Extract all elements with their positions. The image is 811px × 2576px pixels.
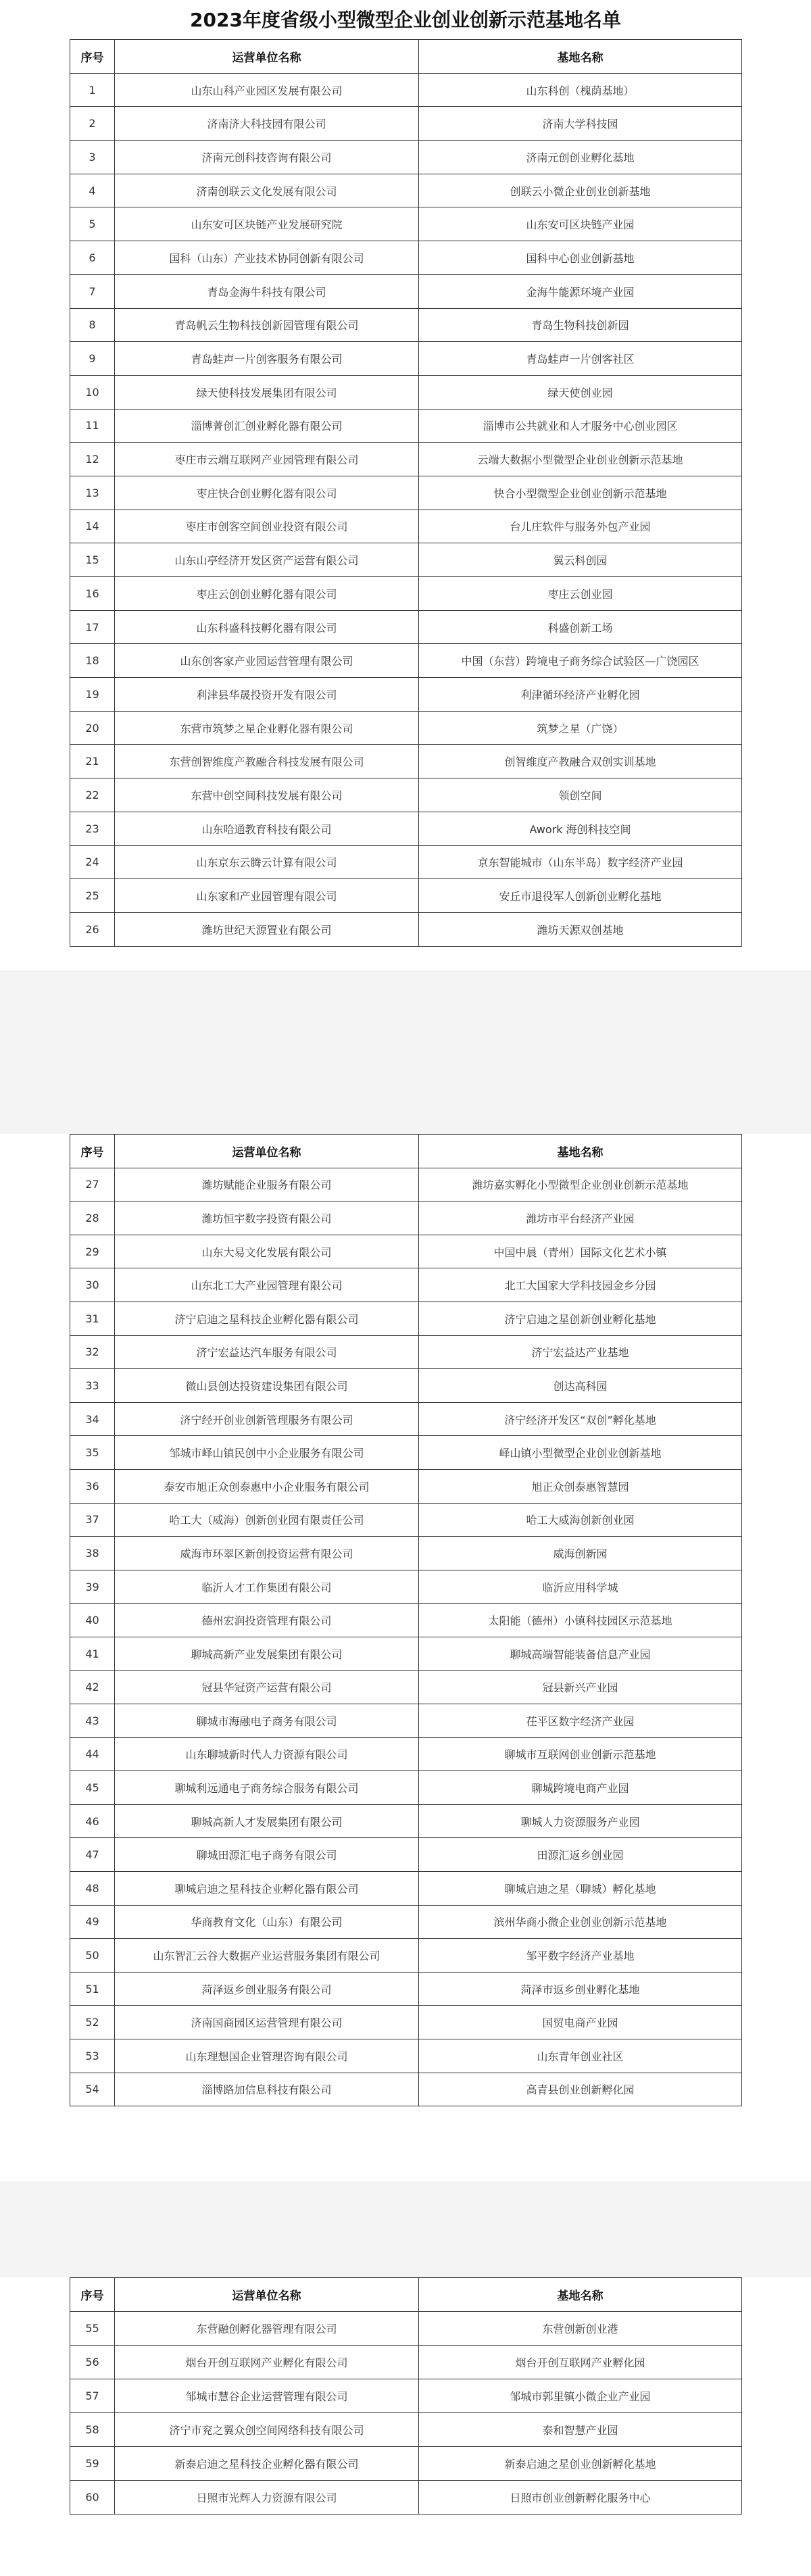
cell-no: 54	[70, 2073, 115, 2106]
table-row	[70, 1537, 742, 1570]
cell-base: 潍坊嘉实孵化小型微型企业创业创新示范基地	[419, 1168, 742, 1202]
table-row	[70, 1570, 742, 1604]
cell-operator: 枣庄市创客空间创业投资有限公司	[115, 510, 419, 543]
table-row	[70, 1302, 742, 1335]
cell-operator: 泰安市旭正众创泰惠中小企业服务有限公司	[115, 1469, 419, 1503]
cell-base: 北工大国家大学科技园金乡分园	[419, 1268, 742, 1302]
cell-operator: 枣庄快合创业孵化器有限公司	[115, 476, 419, 510]
cell-base: 聊城市互联网创业创新示范基地	[419, 1737, 742, 1771]
table-row	[70, 2346, 742, 2379]
cell-operator: 青岛帆云生物科技创新园管理有限公司	[115, 308, 419, 342]
cell-operator: 济南创联云文化发展有限公司	[115, 174, 419, 207]
cell-base: 筑梦之星（广饶）	[419, 711, 742, 745]
cell-base: 滨州华商小微企业创业创新示范基地	[419, 1905, 742, 1939]
cell-base: 潍坊市平台经济产业园	[419, 1202, 742, 1235]
header-no: 序号	[70, 1135, 115, 1168]
cell-base: 邹城市郭里镇小微企业产业园	[419, 2379, 742, 2413]
cell-base: 新泰启迪之星创业创新孵化基地	[419, 2447, 742, 2481]
table-section	[70, 39, 741, 947]
cell-operator: 山东科盛科技孵化器有限公司	[115, 610, 419, 644]
table-row	[70, 1369, 742, 1403]
table-row	[70, 778, 742, 812]
cell-operator: 绿天使科技发展集团有限公司	[115, 375, 419, 409]
cell-no: 25	[70, 879, 115, 913]
cell-operator: 东营融创孵化器管理有限公司	[115, 2312, 419, 2346]
cell-no: 36	[70, 1469, 115, 1503]
cell-base: Awork 海创科技空间	[419, 812, 742, 845]
table-row	[70, 2039, 742, 2073]
cell-no: 37	[70, 1503, 115, 1537]
cell-operator: 聊城高新人才发展集团有限公司	[115, 1804, 419, 1838]
table-row	[70, 375, 742, 409]
cell-base: 绿天使创业园	[419, 375, 742, 409]
cell-base: 中国中晨（青州）国际文化艺术小镇	[419, 1235, 742, 1268]
cell-no: 20	[70, 711, 115, 745]
cell-operator: 利津县华晟投资开发有限公司	[115, 678, 419, 712]
cell-no: 31	[70, 1302, 115, 1335]
cell-operator: 山东安可区块链产业发展研究院	[115, 207, 419, 241]
cell-no: 34	[70, 1402, 115, 1436]
cell-operator: 邹城市慧谷企业运营管理有限公司	[115, 2379, 419, 2413]
table-row	[70, 1939, 742, 1973]
table-row	[70, 543, 742, 577]
cell-base: 峄山镇小型微型企业创业创新基地	[419, 1436, 742, 1470]
cell-operator: 济宁宏益达汽车服务有限公司	[115, 1335, 419, 1369]
cell-operator: 济南国商园区运营管理有限公司	[115, 2006, 419, 2039]
table-row	[70, 1771, 742, 1805]
cell-operator: 聊城利远通电子商务综合服务有限公司	[115, 1771, 419, 1805]
table-row	[70, 1972, 742, 2006]
cell-base: 济南大学科技园	[419, 107, 742, 141]
cell-operator: 日照市光辉人力资源有限公司	[115, 2481, 419, 2515]
cell-no: 2	[70, 107, 115, 141]
cell-operator: 枣庄市云端互联网产业园管理有限公司	[115, 443, 419, 476]
cell-no: 44	[70, 1737, 115, 1771]
table-row	[70, 241, 742, 275]
cell-base: 台儿庄软件与服务外包产业园	[419, 510, 742, 543]
cell-base: 淄博市公共就业和人才服务中心创业园区	[419, 409, 742, 443]
cell-operator: 淄博菁创汇创业孵化器有限公司	[115, 409, 419, 443]
cell-no: 47	[70, 1838, 115, 1872]
table-row	[70, 510, 742, 543]
cell-base: 国贸电商产业园	[419, 2006, 742, 2039]
table-header-row	[70, 40, 742, 74]
cell-no: 12	[70, 443, 115, 476]
cell-operator: 山东山科产业园区发展有限公司	[115, 73, 419, 107]
table-row	[70, 2447, 742, 2481]
cell-no: 52	[70, 2006, 115, 2039]
cell-base: 山东科创（槐荫基地）	[419, 73, 742, 107]
table-row	[70, 912, 742, 946]
cell-no: 5	[70, 207, 115, 241]
cell-base: 泰和智慧产业园	[419, 2413, 742, 2447]
table-row	[70, 409, 742, 443]
cell-operator: 微山县创达投资建设集团有限公司	[115, 1369, 419, 1403]
table-row	[70, 1168, 742, 1202]
cell-operator: 东营市筑梦之星企业孵化器有限公司	[115, 711, 419, 745]
cell-operator: 聊城市海融电子商务有限公司	[115, 1704, 419, 1738]
cell-no: 53	[70, 2039, 115, 2073]
cell-operator: 菏泽返乡创业服务有限公司	[115, 1972, 419, 2006]
cell-operator: 聊城高新产业发展集团有限公司	[115, 1637, 419, 1670]
cell-operator: 枣庄云创创业孵化器有限公司	[115, 577, 419, 611]
cell-no: 7	[70, 274, 115, 308]
table-row	[70, 1872, 742, 1906]
cell-no: 4	[70, 174, 115, 207]
table-row	[70, 2073, 742, 2106]
cell-operator: 济宁经开创业创新管理服务有限公司	[115, 1402, 419, 1436]
cell-operator: 山东家和产业园管理有限公司	[115, 879, 419, 913]
table-row	[70, 443, 742, 476]
cell-operator: 济南元创科技咨询有限公司	[115, 141, 419, 174]
cell-operator: 山东聊城新时代人力资源有限公司	[115, 1737, 419, 1771]
cell-operator: 哈工大（威海）创新创业园有限责任公司	[115, 1503, 419, 1537]
base-list-table	[70, 2277, 742, 2515]
cell-no: 55	[70, 2312, 115, 2346]
cell-base: 哈工大威海创新创业园	[419, 1503, 742, 1537]
cell-base: 创达高科园	[419, 1369, 742, 1403]
table-row	[70, 1202, 742, 1235]
table-row	[70, 207, 742, 241]
header-base: 基地名称	[419, 2278, 742, 2312]
cell-no: 57	[70, 2379, 115, 2413]
cell-operator: 青岛蛙声一片创客服务有限公司	[115, 342, 419, 376]
page-gap	[0, 970, 811, 1134]
cell-base: 安丘市退役军人创新创业孵化基地	[419, 879, 742, 913]
cell-operator: 济宁市兖之翼众创空间网络科技有限公司	[115, 2413, 419, 2447]
cell-operator: 冠县华冠资产运营有限公司	[115, 1670, 419, 1704]
cell-base: 领创空间	[419, 778, 742, 812]
header-no: 序号	[70, 40, 115, 74]
table-row	[70, 174, 742, 207]
table-row	[70, 2481, 742, 2515]
cell-base: 济宁经济开发区“双创”孵化基地	[419, 1402, 742, 1436]
table-row	[70, 577, 742, 611]
cell-no: 16	[70, 577, 115, 611]
table-row	[70, 1704, 742, 1738]
cell-no: 50	[70, 1939, 115, 1973]
page-title: 2023年度省级小型微型企业创业创新示范基地名单	[190, 9, 621, 31]
cell-no: 45	[70, 1771, 115, 1805]
table-row	[70, 1235, 742, 1268]
table-row	[70, 1436, 742, 1470]
cell-no: 32	[70, 1335, 115, 1369]
cell-no: 23	[70, 812, 115, 845]
cell-base: 冠县新兴产业园	[419, 1670, 742, 1704]
cell-base: 云端大数据小型微型企业创业创新示范基地	[419, 443, 742, 476]
cell-base: 翼云科创园	[419, 543, 742, 577]
cell-no: 1	[70, 73, 115, 107]
cell-base: 京东智能城市（山东半岛）数字经济产业园	[419, 845, 742, 879]
cell-no: 60	[70, 2481, 115, 2515]
table-section	[70, 2277, 741, 2515]
table-row	[70, 678, 742, 712]
page-gap	[0, 2181, 811, 2277]
cell-no: 51	[70, 1972, 115, 2006]
cell-no: 11	[70, 409, 115, 443]
table-row	[70, 1637, 742, 1670]
table-row	[70, 73, 742, 107]
cell-operator: 山东智汇云谷大数据产业运营服务集团有限公司	[115, 1939, 419, 1973]
cell-operator: 华商教育文化（山东）有限公司	[115, 1905, 419, 1939]
cell-no: 59	[70, 2447, 115, 2481]
cell-base: 菏泽市返乡创业孵化基地	[419, 1972, 742, 2006]
table-row	[70, 308, 742, 342]
table-row	[70, 1905, 742, 1939]
table-header-row	[70, 2278, 742, 2312]
header-operator: 运营单位名称	[115, 2278, 419, 2312]
base-list-table	[70, 1134, 742, 2106]
cell-no: 41	[70, 1637, 115, 1670]
cell-base: 聊城启迪之星（聊城）孵化基地	[419, 1872, 742, 1906]
table-row	[70, 812, 742, 845]
cell-no: 24	[70, 845, 115, 879]
cell-base: 威海创新园	[419, 1537, 742, 1570]
header-operator: 运营单位名称	[115, 40, 419, 74]
cell-no: 8	[70, 308, 115, 342]
table-row	[70, 1670, 742, 1704]
cell-operator: 山东山亭经济开发区资产运营有限公司	[115, 543, 419, 577]
cell-no: 33	[70, 1369, 115, 1403]
cell-base: 旭正众创泰惠智慧园	[419, 1469, 742, 1503]
table-row	[70, 1804, 742, 1838]
cell-no: 48	[70, 1872, 115, 1906]
cell-no: 56	[70, 2346, 115, 2379]
table-row	[70, 1469, 742, 1503]
cell-base: 济宁启迪之星创新创业孵化基地	[419, 1302, 742, 1335]
cell-no: 49	[70, 1905, 115, 1939]
header-no: 序号	[70, 2278, 115, 2312]
header-operator: 运营单位名称	[115, 1135, 419, 1168]
cell-base: 创联云小微企业创业创新基地	[419, 174, 742, 207]
cell-base: 科盛创新工场	[419, 610, 742, 644]
cell-base: 田源汇返乡创业园	[419, 1838, 742, 1872]
cell-no: 15	[70, 543, 115, 577]
cell-no: 26	[70, 912, 115, 946]
cell-operator: 国科（山东）产业技术协同创新有限公司	[115, 241, 419, 275]
table-row	[70, 644, 742, 678]
cell-base: 利津循环经济产业孵化园	[419, 678, 742, 712]
cell-no: 39	[70, 1570, 115, 1604]
table-row	[70, 845, 742, 879]
table-row	[70, 274, 742, 308]
cell-no: 17	[70, 610, 115, 644]
cell-base: 创智维度产教融合双创实训基地	[419, 745, 742, 778]
cell-no: 29	[70, 1235, 115, 1268]
cell-no: 30	[70, 1268, 115, 1302]
cell-operator: 邹城市峄山镇民创中小企业服务有限公司	[115, 1436, 419, 1470]
cell-base: 青岛蛙声一片创客社区	[419, 342, 742, 376]
cell-no: 40	[70, 1604, 115, 1637]
header-base: 基地名称	[419, 40, 742, 74]
cell-operator: 山东大易文化发展有限公司	[115, 1235, 419, 1268]
table-row	[70, 2312, 742, 2346]
table-row	[70, 711, 742, 745]
cell-no: 27	[70, 1168, 115, 1202]
cell-no: 58	[70, 2413, 115, 2447]
cell-operator: 烟台开创互联网产业孵化有限公司	[115, 2346, 419, 2379]
cell-operator: 山东哈通教育科技有限公司	[115, 812, 419, 845]
cell-no: 19	[70, 678, 115, 712]
cell-operator: 东营创智维度产教融合科技发展有限公司	[115, 745, 419, 778]
cell-base: 中国（东营）跨境电子商务综合试验区—广饶园区	[419, 644, 742, 678]
cell-operator: 临沂人才工作集团有限公司	[115, 1570, 419, 1604]
cell-base: 金海牛能源环境产业园	[419, 274, 742, 308]
table-row	[70, 610, 742, 644]
cell-base: 烟台开创互联网产业孵化园	[419, 2346, 742, 2379]
table-row	[70, 879, 742, 913]
cell-no: 9	[70, 342, 115, 376]
cell-base: 邹平数字经济产业基地	[419, 1939, 742, 1973]
table-row	[70, 107, 742, 141]
cell-base: 聊城跨境电商产业园	[419, 1771, 742, 1805]
table-row	[70, 1268, 742, 1302]
table-row	[70, 1503, 742, 1537]
cell-operator: 聊城田源汇电子商务有限公司	[115, 1838, 419, 1872]
cell-no: 10	[70, 375, 115, 409]
cell-no: 35	[70, 1436, 115, 1470]
cell-operator: 潍坊恒宇数字投资有限公司	[115, 1202, 419, 1235]
cell-base: 潍坊天源双创基地	[419, 912, 742, 946]
cell-base: 聊城高端智能装备信息产业园	[419, 1637, 742, 1670]
table-row	[70, 2413, 742, 2447]
cell-base: 济南元创创业孵化基地	[419, 141, 742, 174]
cell-operator: 山东北工大产业园管理有限公司	[115, 1268, 419, 1302]
cell-operator: 青岛金海牛科技有限公司	[115, 274, 419, 308]
cell-base: 高青县创业创新孵化园	[419, 2073, 742, 2106]
cell-no: 3	[70, 141, 115, 174]
cell-base: 青岛生物科技创新园	[419, 308, 742, 342]
table-row	[70, 1402, 742, 1436]
cell-base: 日照市创业创新孵化服务中心	[419, 2481, 742, 2515]
cell-no: 46	[70, 1804, 115, 1838]
table-row	[70, 2379, 742, 2413]
cell-no: 22	[70, 778, 115, 812]
cell-base: 临沂应用科学城	[419, 1570, 742, 1604]
table-row	[70, 1838, 742, 1872]
cell-base: 枣庄云创业园	[419, 577, 742, 611]
cell-operator: 山东理想国企业管理咨询有限公司	[115, 2039, 419, 2073]
table-row	[70, 1604, 742, 1637]
table-row	[70, 476, 742, 510]
cell-operator: 山东创客家产业园运营管理有限公司	[115, 644, 419, 678]
table-row	[70, 342, 742, 376]
cell-base: 济宁宏益达产业基地	[419, 1335, 742, 1369]
cell-no: 28	[70, 1202, 115, 1235]
cell-operator: 新泰启迪之星科技企业孵化器有限公司	[115, 2447, 419, 2481]
cell-operator: 东营中创空间科技发展有限公司	[115, 778, 419, 812]
cell-no: 18	[70, 644, 115, 678]
cell-base: 茌平区数字经济产业园	[419, 1704, 742, 1738]
table-header-row	[70, 1135, 742, 1168]
header-base: 基地名称	[419, 1135, 742, 1168]
cell-operator: 潍坊世纪天源置业有限公司	[115, 912, 419, 946]
cell-base: 快合小型微型企业创业创新示范基地	[419, 476, 742, 510]
cell-base: 国科中心创业创新基地	[419, 241, 742, 275]
cell-no: 13	[70, 476, 115, 510]
table-row	[70, 2006, 742, 2039]
table-row	[70, 745, 742, 778]
table-row	[70, 141, 742, 174]
cell-base: 山东青年创业社区	[419, 2039, 742, 2073]
cell-base: 聊城人力资源服务产业园	[419, 1804, 742, 1838]
cell-no: 38	[70, 1537, 115, 1570]
cell-operator: 德州宏润投资管理有限公司	[115, 1604, 419, 1637]
table-row	[70, 1737, 742, 1771]
cell-operator: 威海市环翠区新创投资运营有限公司	[115, 1537, 419, 1570]
cell-operator: 聊城启迪之星科技企业孵化器有限公司	[115, 1872, 419, 1906]
cell-no: 43	[70, 1704, 115, 1738]
cell-no: 6	[70, 241, 115, 275]
cell-no: 21	[70, 745, 115, 778]
cell-operator: 潍坊赋能企业服务有限公司	[115, 1168, 419, 1202]
cell-base: 山东安可区块链产业园	[419, 207, 742, 241]
cell-base: 太阳能（德州）小镇科技园区示范基地	[419, 1604, 742, 1637]
table-section	[70, 1134, 741, 2106]
cell-operator: 山东京东云腾云计算有限公司	[115, 845, 419, 879]
cell-operator: 济宁启迪之星科技企业孵化器有限公司	[115, 1302, 419, 1335]
cell-no: 42	[70, 1670, 115, 1704]
cell-base: 东营创新创业港	[419, 2312, 742, 2346]
base-list-table	[70, 39, 742, 947]
cell-operator: 淄博路加信息科技有限公司	[115, 2073, 419, 2106]
cell-no: 14	[70, 510, 115, 543]
table-row	[70, 1335, 742, 1369]
cell-operator: 济南济大科技园有限公司	[115, 107, 419, 141]
